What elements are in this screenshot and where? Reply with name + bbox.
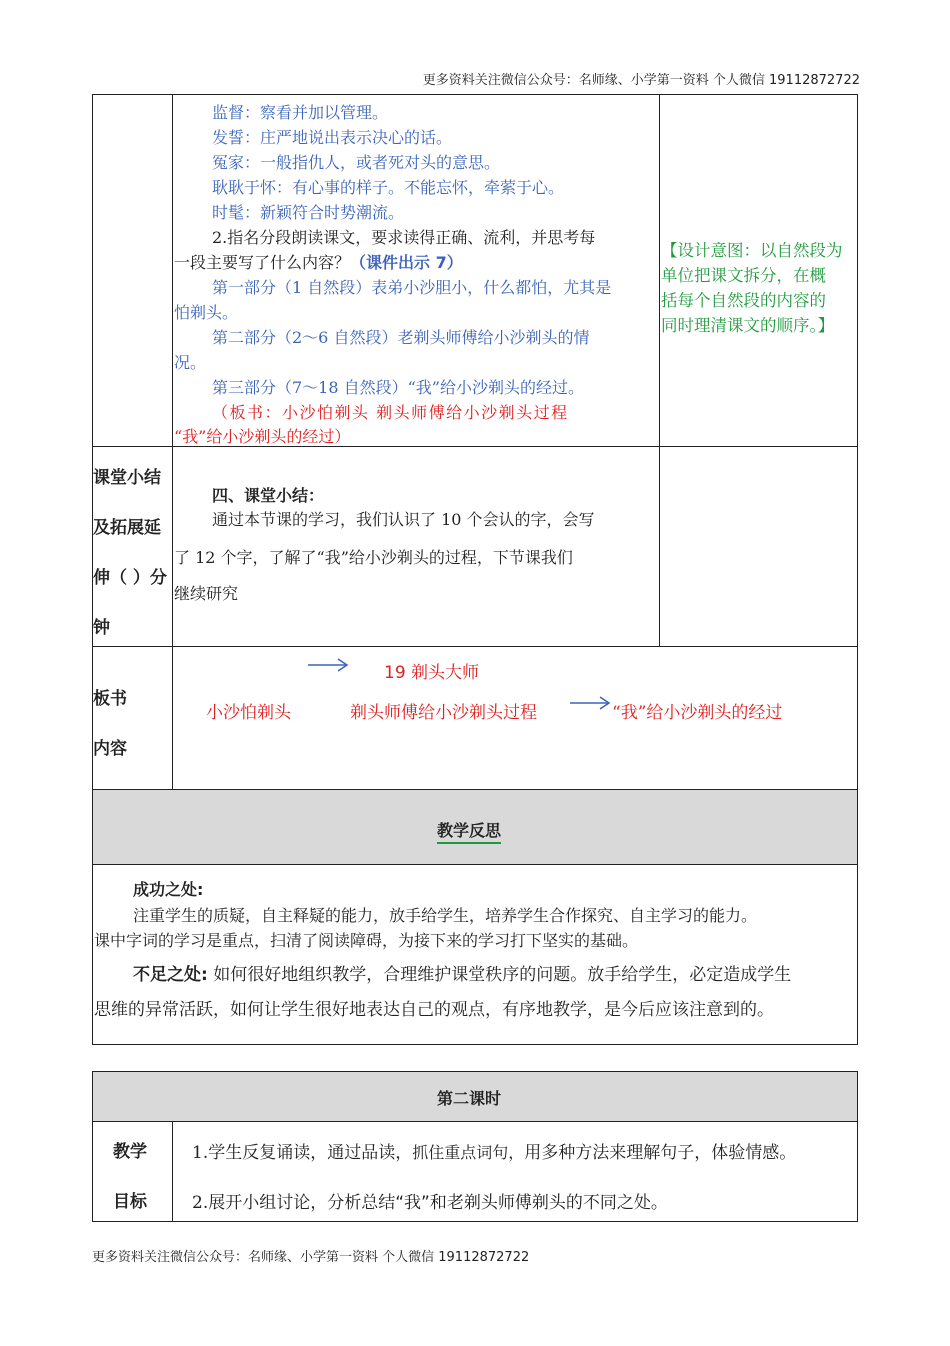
goal-text: 用多种方法来理解句子，体验情感。 <box>524 1143 797 1163</box>
summary-body-line: 了 12 个字，了解了“我”给小沙剃头的过程，下节课我们 <box>174 548 573 567</box>
board-label-line: 内容 <box>93 739 127 759</box>
summary-body-line: 继续研究 <box>174 584 239 603</box>
vocab-line: 监督：察看并加以管理。 <box>212 103 389 122</box>
goal-1 <box>192 1138 796 1163</box>
goal-text: 抓住重点词句， <box>412 1143 525 1162</box>
part-two: 第二部分（2～6 自然段）老剃头师傅给小沙剃头的情 <box>212 328 590 347</box>
board-item-1: 小沙怕剃头 <box>206 703 291 723</box>
summary-label-line: 课堂小结 <box>93 468 161 488</box>
success-body-line: 注重学生的质疑，自主释疑的能力，放手给学生，培养学生合作探究、自主学习的能力。 <box>133 906 758 925</box>
task-instruction-cont <box>174 250 463 273</box>
success-body-line: 课中字词的学习是重点，扫清了阅读障碍，为接下来的学习打下坚实的基础。 <box>94 931 639 950</box>
design-intent-line: 单位把课文拆分，在概 <box>661 266 826 285</box>
goal-number: 1. <box>192 1143 209 1163</box>
part-one: 第一部分（1 自然段）表弟小沙胆小，什么都怕，尤其是 <box>212 278 612 297</box>
shortfall-label: 不足之处: <box>133 965 208 985</box>
goals-label-line: 教学 <box>113 1142 147 1162</box>
summary-body-line: 通过本节课的学习，我们认识了 10 个会认的字，会写 <box>212 510 595 529</box>
vocab-line: 冤家：一般指仇人，或者死对头的意思。 <box>212 153 501 172</box>
goal-text: 学生反复诵读，通过品读， <box>208 1143 413 1163</box>
arrow-icon <box>570 696 612 710</box>
board-label-line: 板书 <box>93 689 127 709</box>
courseware-note: （课件出示 7） <box>350 253 463 272</box>
header-note: 更多资料关注微信公众号：名师缘、小学第一资料 个人微信 19112872722 <box>422 73 860 88</box>
vocab-line: 耿耿于怀：有心事的样子。不能忘怀，牵萦于心。 <box>212 178 565 197</box>
summary-heading: 四、课堂小结： <box>212 486 325 505</box>
design-intent-line: 括每个自然段的内容的 <box>661 291 826 310</box>
vocab-line: 发誓：庄严地说出表示决心的话。 <box>212 128 453 147</box>
board-note: （板书：小沙怕剃头 剃头师傅给小沙剃头过程 <box>212 403 569 422</box>
goal-text: 展开小组讨论，分析总结“我”和老剃头师傅剃头的不同之处。 <box>208 1193 668 1213</box>
part-three: 第三部分（7～18 自然段）“我”给小沙剃头的经过。 <box>212 378 584 397</box>
board-item-2: 剃头师傅给小沙剃头过程 <box>350 703 537 723</box>
arrow-icon <box>308 658 350 672</box>
goal-number: 2. <box>192 1193 209 1213</box>
goals-label-line: 目标 <box>113 1192 147 1212</box>
board-item-3: “我”给小沙剃头的经过 <box>612 703 783 723</box>
goal-2 <box>192 1188 668 1213</box>
part-one-cont: 怕剃头。 <box>174 303 239 322</box>
design-intent-line: 同时理清课文的顺序。】 <box>661 316 835 335</box>
reflection-title: 教学反思 <box>437 818 501 844</box>
second-lesson-title: 第二课时 <box>437 1089 502 1108</box>
shortfall-line <box>133 960 791 985</box>
board-note-cont: “我”给小沙剃头的经过） <box>174 427 351 446</box>
shortfall-body-line: 思维的异常活跃，如何让学生很好地表达自己的观点，有序地教学，是今后应该注意到的。 <box>94 1000 774 1020</box>
shortfall-body-line: 如何很好地组织教学，合理维护课堂秩序的问题。放手给学生，必定造成学生 <box>213 965 792 985</box>
vocab-line: 时髦：新颖符合时势潮流。 <box>212 203 405 222</box>
summary-label-line: 及拓展延 <box>93 518 161 538</box>
summary-label-line: 钟 <box>93 618 110 638</box>
board-title: 19 剃头大师 <box>384 663 480 683</box>
task-question: 一段主要写了什么内容？ <box>174 253 351 272</box>
footer-note: 更多资料关注微信公众号：名师缘、小学第一资料 个人微信 19112872722 <box>92 1250 530 1265</box>
design-intent-line: 【设计意图：以自然段为 <box>661 241 843 260</box>
task-instruction: 2.指名分段朗读课文，要求读得正确、流利，并思考每 <box>212 228 596 247</box>
success-label: 成功之处: <box>133 880 204 899</box>
summary-label-line: 伸（ ）分 <box>93 568 167 588</box>
part-two-cont: 况。 <box>174 353 207 372</box>
